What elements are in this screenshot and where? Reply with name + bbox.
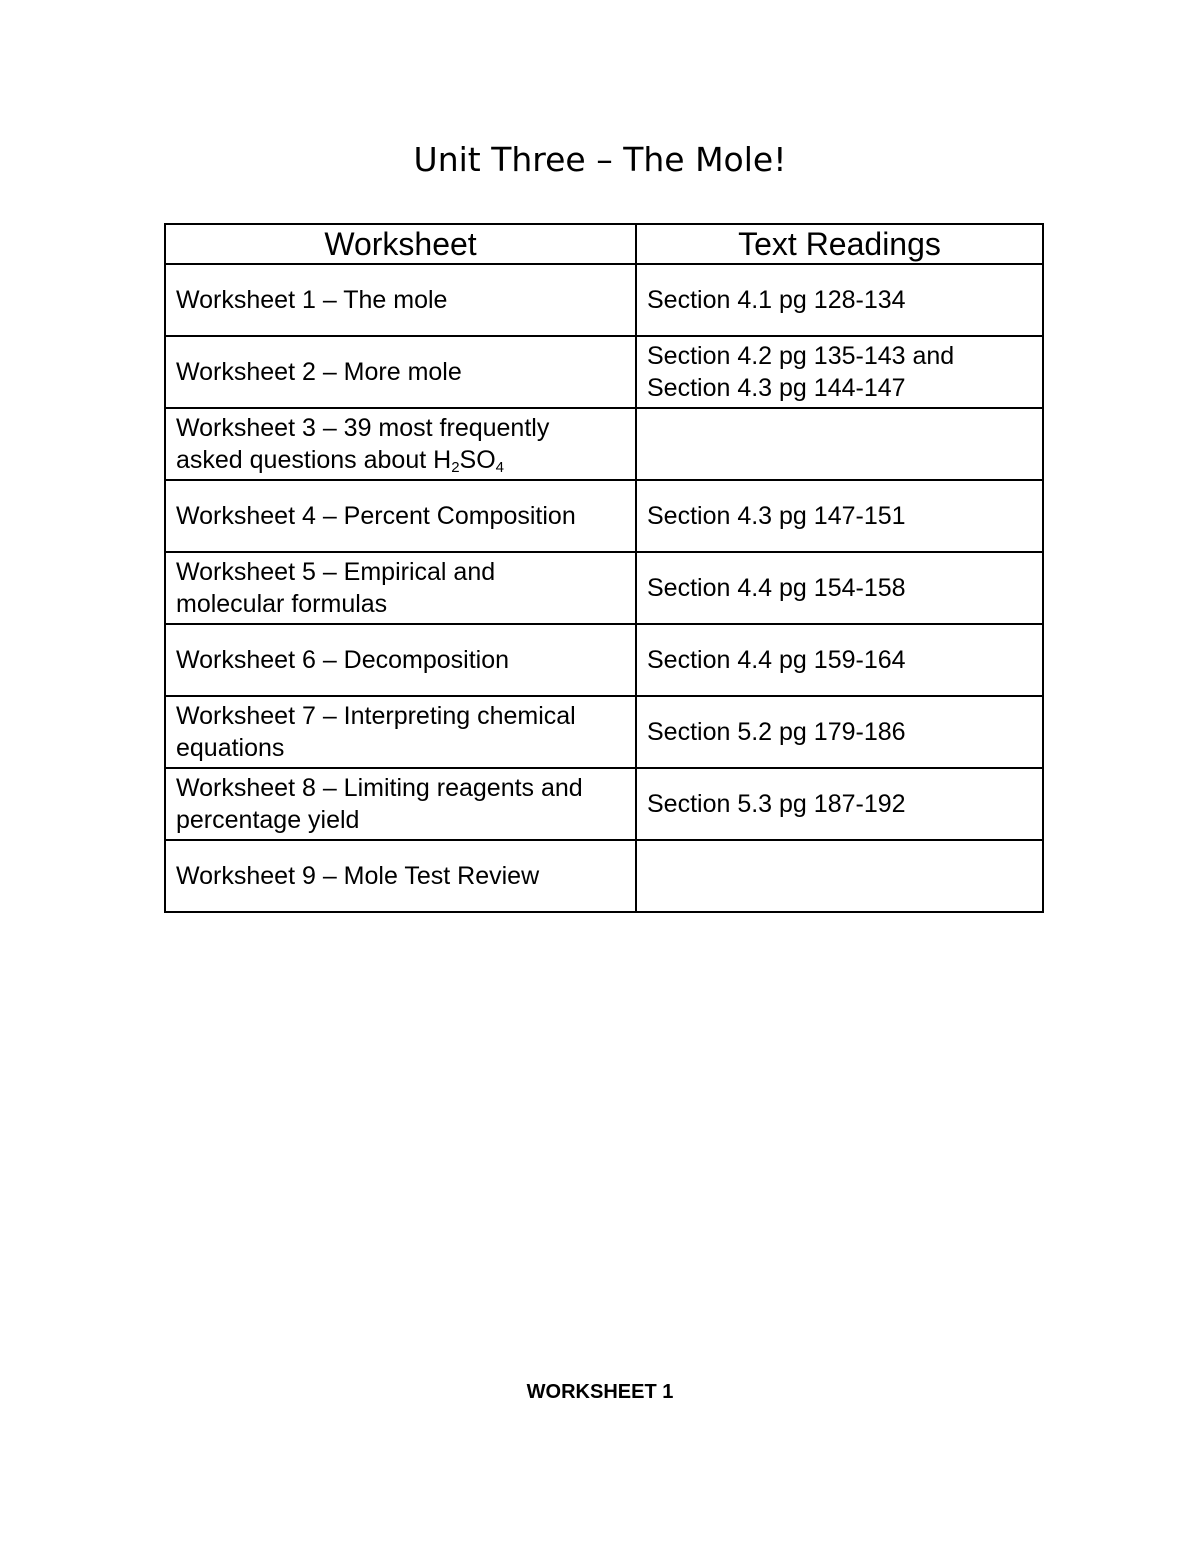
- sulfuric-acid-formula: [433, 446, 504, 474]
- header-text-readings: Text Readings: [636, 224, 1043, 264]
- worksheet-cell: [165, 408, 636, 480]
- page-footer: WORKSHEET 1: [526, 1381, 674, 1403]
- worksheet-cell: Worksheet 9 – Mole Test Review: [165, 840, 636, 912]
- reading-cell: Section 4.3 pg 147-151: [636, 480, 1043, 552]
- worksheet-cell: [165, 768, 636, 840]
- table-row: [165, 264, 1043, 336]
- reading-cell: Section 4.4 pg 159-164: [636, 624, 1043, 696]
- table-row: [165, 408, 1043, 480]
- worksheet-cell: Worksheet 1 – The mole: [165, 264, 636, 336]
- table-row: [165, 696, 1043, 768]
- formula-subscript: 2: [451, 459, 460, 476]
- table-row: [165, 840, 1043, 912]
- table-header-row: [165, 224, 1043, 264]
- header-worksheet: Worksheet: [165, 224, 636, 264]
- worksheet-line: [176, 444, 625, 476]
- worksheet-cell: [165, 696, 636, 768]
- reading-cell: Section 4.4 pg 154-158: [636, 552, 1043, 624]
- reading-cell: Section 5.3 pg 187-192: [636, 768, 1043, 840]
- reading-cell: [636, 336, 1043, 408]
- worksheet-line: Worksheet 5 – Empirical and: [176, 558, 496, 586]
- formula-element-so: SO: [459, 446, 496, 474]
- worksheet-cell: Worksheet 2 – More mole: [165, 336, 636, 408]
- worksheet-line: Worksheet 7 – Interpreting chemical: [176, 702, 576, 730]
- worksheet-line: percentage yield: [176, 806, 360, 834]
- reading-cell: [636, 408, 1043, 480]
- reading-cell: [636, 840, 1043, 912]
- worksheet-line: Worksheet 3 – 39 most frequently: [176, 414, 550, 442]
- worksheet-line-text: asked questions about: [176, 446, 434, 474]
- table-row: [165, 480, 1043, 552]
- worksheet-cell: Worksheet 4 – Percent Composition: [165, 480, 636, 552]
- reading-cell: Section 4.1 pg 128-134: [636, 264, 1043, 336]
- worksheet-table: [164, 223, 1044, 913]
- table-row: [165, 336, 1043, 408]
- worksheet-line: Worksheet 8 – Limiting reagents and: [176, 774, 583, 802]
- worksheet-cell: [165, 552, 636, 624]
- formula-subscript: 4: [495, 459, 505, 476]
- formula-element-h: H: [433, 446, 452, 474]
- worksheet-cell: Worksheet 6 – Decomposition: [165, 624, 636, 696]
- table-row: [165, 624, 1043, 696]
- reading-cell: Section 5.2 pg 179-186: [636, 696, 1043, 768]
- worksheet-line: molecular formulas: [176, 590, 388, 618]
- table-row: [165, 552, 1043, 624]
- reading-line: Section 4.3 pg 144-147: [647, 374, 906, 402]
- reading-line: Section 4.2 pg 135-143 and: [647, 342, 955, 370]
- worksheet-line: equations: [176, 734, 285, 762]
- page-title: Unit Three – The Mole!: [413, 140, 787, 179]
- table-row: [165, 768, 1043, 840]
